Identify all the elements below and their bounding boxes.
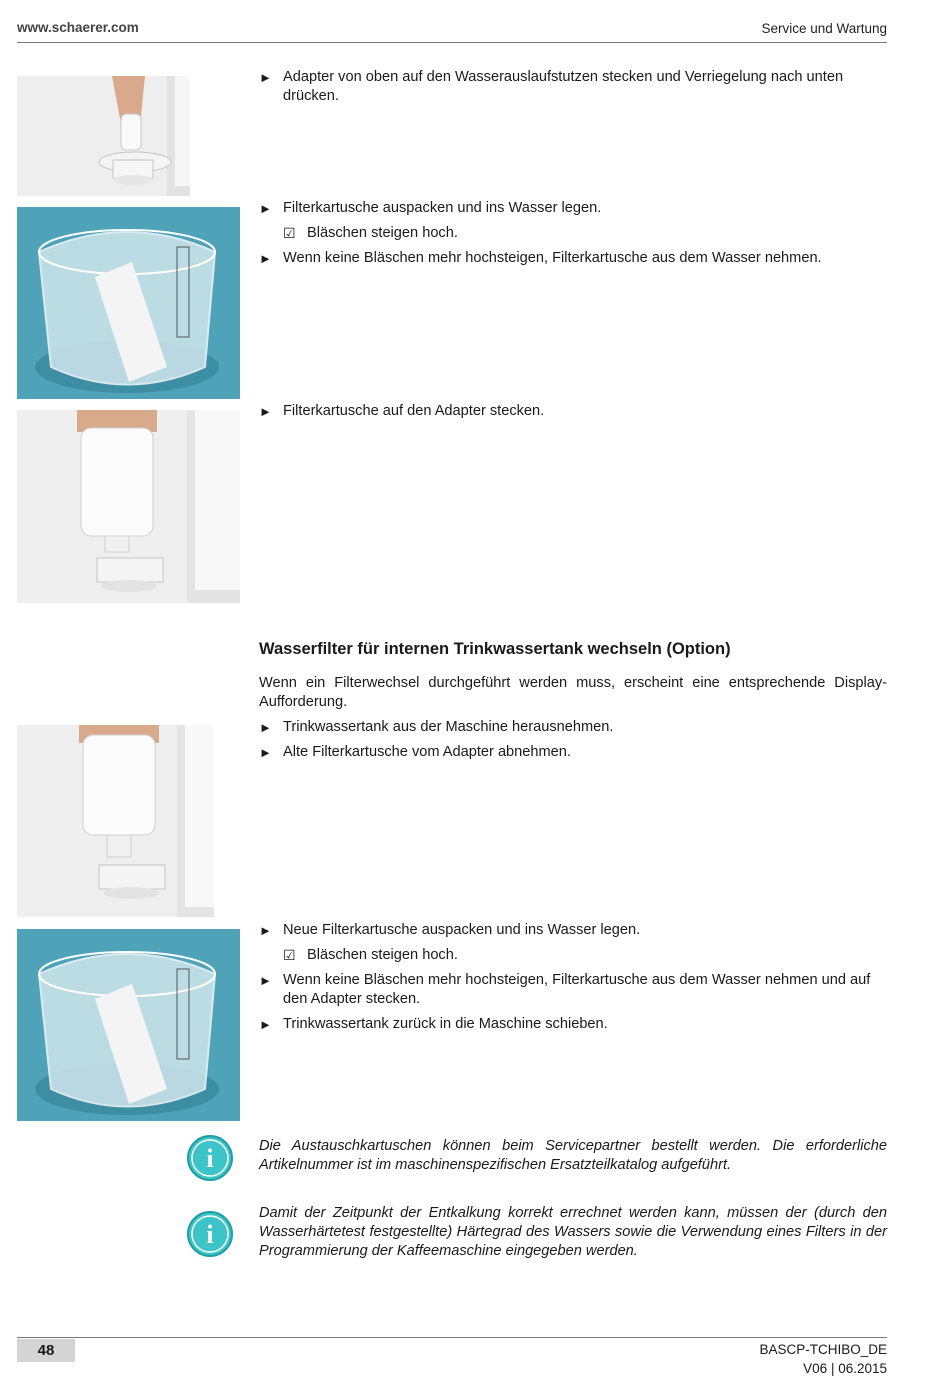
step-arrow-icon: ►: [259, 973, 272, 988]
step-text: Neue Filterkartusche auspacken und ins Wasser legen.: [283, 922, 641, 938]
step-text: Wenn keine Bläschen mehr hochsteigen, Filterkartusche aus dem Wasser nehmen.: [283, 250, 822, 266]
photo-new-cartridge-in-water: [17, 929, 240, 1121]
result-item: [283, 946, 887, 965]
section-heading: Wasserfilter für internen Trinkwassertank wechseln (Option): [259, 640, 731, 658]
step-item: [259, 718, 887, 737]
step-text: Filterkartusche auspacken und ins Wasser legen.: [283, 200, 602, 216]
step-item: [259, 921, 887, 940]
result-item: [283, 224, 887, 243]
steps-block-1: [259, 68, 887, 112]
step-text: Trinkwassertank zurück in die Maschine schieben.: [283, 1016, 608, 1032]
step-text: Adapter von oben auf den Wasserauslaufstutzen stecken und Verriegelung nach unten drücken.: [283, 69, 844, 104]
page-number: 48: [17, 1339, 75, 1362]
step-arrow-icon: ►: [259, 251, 272, 266]
step-text: Trinkwassertank aus der Maschine herausnehmen.: [283, 719, 614, 735]
step-text: Filterkartusche auf den Adapter stecken.: [283, 403, 545, 419]
step-arrow-icon: ►: [259, 1017, 272, 1032]
step-arrow-icon: ►: [259, 720, 272, 735]
doc-version: V06 | 06.2015: [803, 1361, 887, 1376]
step-arrow-icon: ►: [259, 70, 272, 85]
step-arrow-icon: ►: [259, 923, 272, 938]
section-title: Service und Wartung: [761, 21, 887, 36]
step-item: [259, 971, 887, 1009]
step-item: [259, 402, 887, 421]
info-note-1: Die Austauschkartuschen können beim Servicepartner bestellt werden. Die erforderliche Artikelnummer ist im maschinenspezifischen Ersatzteilkatalog aufgeführt.: [259, 1138, 887, 1173]
step-item: [259, 743, 887, 762]
result-text: Bläschen steigen hoch.: [307, 947, 458, 963]
intro-paragraph: Wenn ein Filterwechsel durchgeführt werden muss, erscheint eine entsprechende Display-Aufforderung.: [259, 675, 887, 710]
svg-text:i: i: [206, 1144, 214, 1173]
step-item: [259, 1015, 887, 1034]
step-text: Alte Filterkartusche vom Adapter abnehmen.: [283, 744, 571, 760]
header-divider: [17, 42, 887, 43]
info-icon: [186, 1210, 234, 1258]
step-text: Wenn keine Bläschen mehr hochsteigen, Filterkartusche aus dem Wasser nehmen und auf den Adapter stecken.: [283, 972, 871, 1007]
step-item: [259, 68, 887, 106]
step-arrow-icon: ►: [259, 201, 272, 216]
info-note-2: Damit der Zeitpunkt der Entkalkung korrekt errechnet werden kann, müssen der (durch den Wasserhärtetest festgestellte) Härtegrad des Wassers sowie die Verwendung eines Filters in der Programmierung der Kaffeemaschine eingegeben werden.: [259, 1205, 887, 1259]
step-arrow-icon: ►: [259, 404, 272, 419]
step-arrow-icon: ►: [259, 745, 272, 760]
steps-block-3: [259, 402, 887, 427]
section2-steps-block: [259, 921, 887, 1040]
document-id: [759, 1340, 887, 1377]
photo-cartridge-in-water: [17, 207, 240, 399]
website-url: www.schaerer.com: [17, 20, 139, 35]
steps-block-2: [259, 199, 887, 274]
photo-adapter-attach: [17, 76, 190, 196]
footer-divider: [17, 1337, 887, 1338]
step-item: [259, 249, 887, 268]
photo-cartridge-on-adapter: [17, 410, 240, 603]
info-icon: [186, 1134, 234, 1182]
svg-text:i: i: [206, 1220, 214, 1249]
checkbox-checked-icon: ☑: [283, 225, 296, 241]
result-text: Bläschen steigen hoch.: [307, 225, 458, 241]
step-item: [259, 199, 887, 218]
photo-old-cartridge-removal: [17, 725, 214, 917]
checkbox-checked-icon: ☑: [283, 947, 296, 963]
section2-intro-block: [259, 674, 887, 768]
doc-code: BASCP-TCHIBO_DE: [759, 1342, 887, 1357]
